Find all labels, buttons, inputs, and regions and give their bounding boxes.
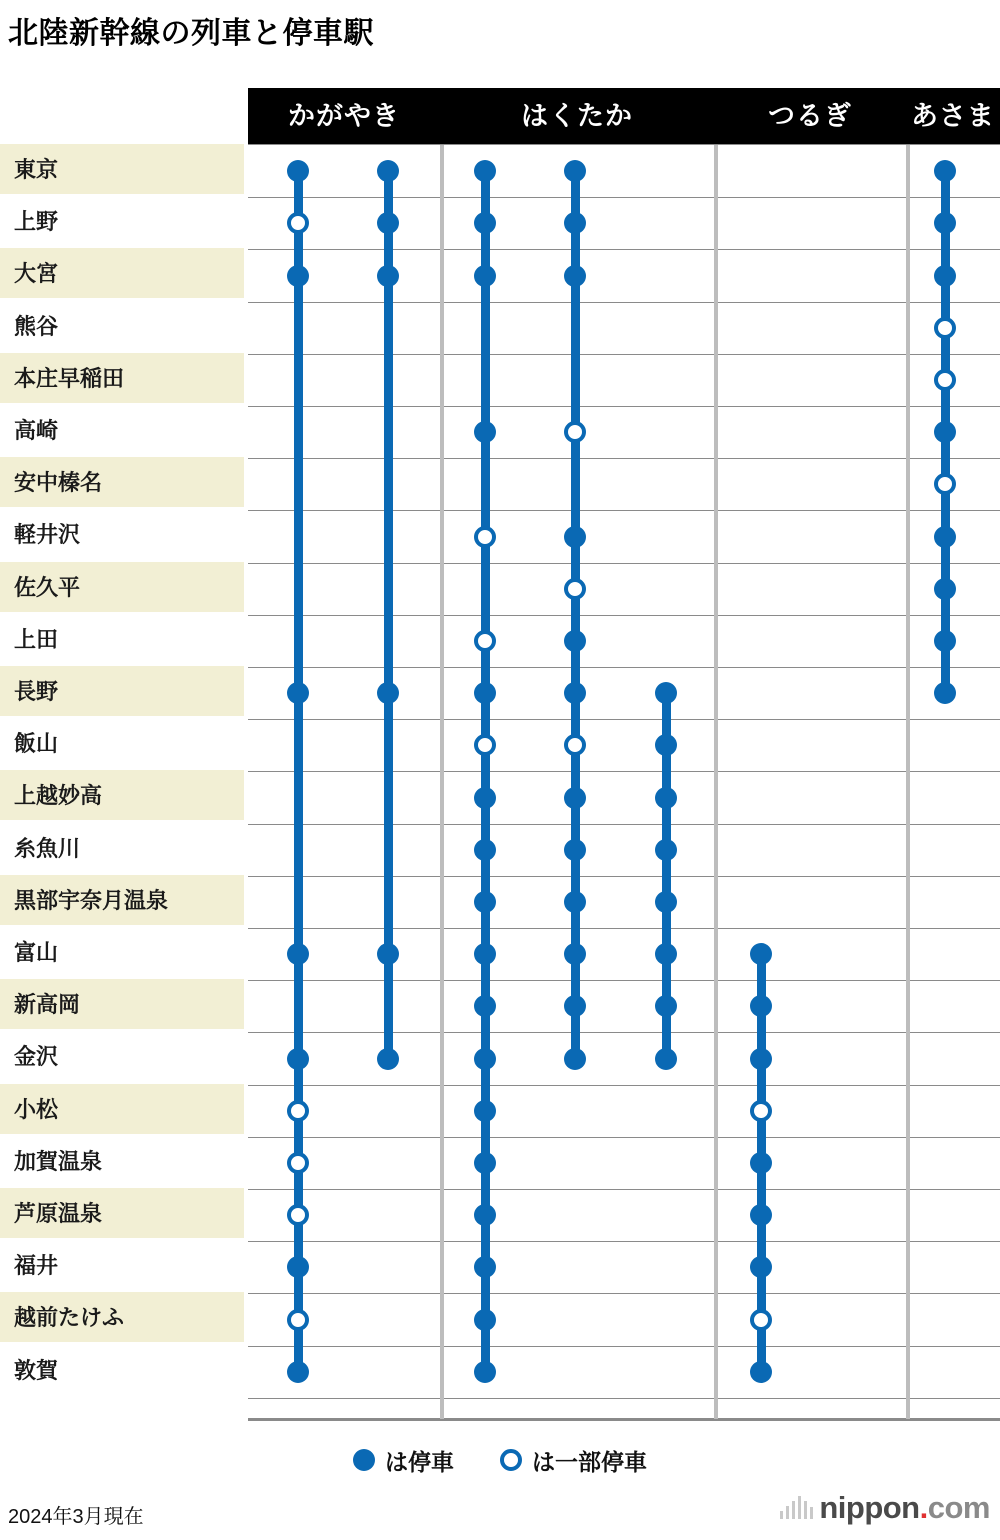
train-route-line: [294, 171, 303, 1372]
grid-row-line: [248, 458, 1000, 459]
station-label: 上田: [0, 614, 244, 666]
stop-marker-full: [564, 787, 586, 809]
grid-row-line: [248, 249, 1000, 250]
stop-marker-full: [655, 734, 677, 756]
stop-marker-partial: [564, 734, 586, 756]
stop-marker-partial: [474, 526, 496, 548]
station-label: 越前たけふ: [0, 1292, 244, 1344]
stop-marker-full: [474, 265, 496, 287]
station-label: 敦賀: [0, 1345, 244, 1397]
grid-row-line: [248, 1137, 1000, 1138]
stop-marker-partial: [750, 1309, 772, 1331]
brand-text: [819, 1492, 990, 1523]
stop-marker-full: [287, 682, 309, 704]
legend-item-partial: [500, 1444, 647, 1477]
grid-row-line: [248, 824, 1000, 825]
brand-dot: .: [919, 1490, 928, 1525]
stop-marker-partial: [934, 473, 956, 495]
station-label: 芦原温泉: [0, 1188, 244, 1240]
station-label: 軽井沢: [0, 509, 244, 561]
hollow-circle-icon: [500, 1449, 522, 1471]
stop-marker-full: [474, 1256, 496, 1278]
stop-marker-full: [564, 212, 586, 234]
stop-marker-full: [377, 682, 399, 704]
brand-bars-icon: [780, 1493, 813, 1519]
stop-marker-full: [474, 682, 496, 704]
legend: [0, 1438, 1000, 1482]
grid-row-line: [248, 771, 1000, 772]
station-label: 安中榛名: [0, 457, 244, 509]
stop-marker-full: [474, 943, 496, 965]
stop-marker-full: [564, 891, 586, 913]
grid-row-line: [248, 1241, 1000, 1242]
stop-marker-full: [287, 943, 309, 965]
stop-marker-partial: [287, 1309, 309, 1331]
stop-marker-full: [750, 1256, 772, 1278]
stop-marker-full: [474, 891, 496, 913]
station-label: 佐久平: [0, 562, 244, 614]
stop-marker-full: [655, 787, 677, 809]
stop-marker-full: [474, 421, 496, 443]
stop-marker-full: [287, 1048, 309, 1070]
stop-marker-full: [564, 995, 586, 1017]
train-stop-chart: [0, 88, 1000, 1418]
stop-marker-partial: [474, 734, 496, 756]
stop-marker-full: [474, 1048, 496, 1070]
stop-marker-full: [564, 1048, 586, 1070]
stop-marker-full: [564, 265, 586, 287]
stop-marker-full: [474, 995, 496, 1017]
grid-row-line: [248, 876, 1000, 877]
train-route-line: [481, 171, 490, 1372]
stop-marker-full: [750, 995, 772, 1017]
stop-marker-full: [377, 212, 399, 234]
grid-row-line: [248, 1189, 1000, 1190]
stop-marker-full: [564, 839, 586, 861]
station-label: 小松: [0, 1084, 244, 1136]
station-label: 加賀温泉: [0, 1136, 244, 1188]
stop-marker-full: [934, 526, 956, 548]
stop-marker-partial: [287, 1100, 309, 1122]
grid-row-line: [248, 510, 1000, 511]
stop-marker-full: [287, 1361, 309, 1383]
stop-marker-full: [377, 160, 399, 182]
stop-marker-partial: [750, 1100, 772, 1122]
stop-marker-partial: [564, 578, 586, 600]
stop-marker-full: [377, 943, 399, 965]
legend-label-stop: は停車: [385, 1448, 454, 1475]
legend-label-partial: は一部停車: [532, 1448, 647, 1475]
station-label: 大宮: [0, 248, 244, 300]
stop-marker-full: [655, 943, 677, 965]
stop-marker-full: [287, 1256, 309, 1278]
stop-marker-full: [655, 682, 677, 704]
stop-marker-partial: [474, 630, 496, 652]
station-label: 富山: [0, 927, 244, 979]
stop-marker-full: [934, 160, 956, 182]
grid-row-line: [248, 197, 1000, 198]
station-label: 福井: [0, 1240, 244, 1292]
train-route-line: [571, 171, 580, 1058]
stop-marker-full: [474, 212, 496, 234]
stop-marker-full: [655, 839, 677, 861]
station-label: 本庄早稲田: [0, 353, 244, 405]
station-label: 上越妙高: [0, 770, 244, 822]
group-header-kagayaki: かがやき: [288, 101, 400, 131]
stop-marker-full: [377, 1048, 399, 1070]
grid-row-line: [248, 1085, 1000, 1086]
stop-marker-full: [750, 1048, 772, 1070]
stop-marker-full: [474, 160, 496, 182]
grid-group-separator: [440, 145, 444, 1419]
station-label: 新高岡: [0, 979, 244, 1031]
station-label: 金沢: [0, 1031, 244, 1083]
stop-marker-full: [564, 160, 586, 182]
stop-marker-full: [750, 943, 772, 965]
stop-marker-full: [564, 630, 586, 652]
stop-marker-full: [655, 995, 677, 1017]
grid-row-line: [248, 1032, 1000, 1033]
grid-bottom-edge: [248, 1418, 1000, 1421]
stop-marker-full: [750, 1204, 772, 1226]
brand-name: nippon: [819, 1490, 920, 1525]
filled-circle-icon: [353, 1449, 375, 1471]
brand-suffix: com: [927, 1490, 990, 1525]
stop-marker-partial: [287, 1152, 309, 1174]
stop-marker-full: [564, 526, 586, 548]
stop-marker-partial: [564, 421, 586, 443]
stop-marker-full: [377, 265, 399, 287]
group-header-hakutaka: はくたか: [521, 101, 633, 131]
grid-row-line: [248, 928, 1000, 929]
footer-note: 2024年3月現在: [8, 1506, 144, 1528]
grid-row-line: [248, 354, 1000, 355]
grid-row-line: [248, 1398, 1000, 1399]
grid-row-line: [248, 980, 1000, 981]
brand-logo: [780, 1492, 990, 1523]
stop-marker-full: [934, 265, 956, 287]
stop-marker-full: [564, 682, 586, 704]
stop-marker-full: [934, 578, 956, 600]
grid-row-line: [248, 719, 1000, 720]
stop-marker-full: [655, 1048, 677, 1070]
station-label: 黒部宇奈月温泉: [0, 875, 244, 927]
stop-marker-partial: [934, 369, 956, 391]
grid-row-line: [248, 615, 1000, 616]
stop-marker-full: [287, 160, 309, 182]
legend-item-stop: [353, 1444, 454, 1477]
grid-row-line: [248, 1293, 1000, 1294]
station-label: 上野: [0, 196, 244, 248]
station-label: 飯山: [0, 718, 244, 770]
train-route-line: [384, 171, 393, 1058]
station-label: 東京: [0, 144, 244, 196]
grid-group-separator: [714, 145, 718, 1419]
stop-marker-full: [474, 1361, 496, 1383]
grid-row-line: [248, 1346, 1000, 1347]
stop-marker-partial: [287, 1204, 309, 1226]
stop-marker-full: [474, 839, 496, 861]
stop-marker-full: [934, 682, 956, 704]
stop-marker-full: [750, 1361, 772, 1383]
group-header-asama: あさま: [911, 101, 995, 131]
station-label: 熊谷: [0, 301, 244, 353]
grid-row-line: [248, 667, 1000, 668]
stop-marker-full: [474, 1152, 496, 1174]
station-label: 糸魚川: [0, 823, 244, 875]
stop-marker-full: [287, 265, 309, 287]
stop-marker-partial: [287, 212, 309, 234]
grid-row-line: [248, 406, 1000, 407]
stop-marker-partial: [934, 317, 956, 339]
stop-marker-full: [474, 787, 496, 809]
stop-grid: [248, 144, 1000, 1418]
grid-group-separator: [906, 145, 910, 1419]
stop-marker-full: [564, 943, 586, 965]
grid-row-line: [248, 563, 1000, 564]
station-label: 長野: [0, 666, 244, 718]
page-title: 北陸新幹線の列車と停車駅: [8, 17, 374, 50]
stop-marker-full: [474, 1309, 496, 1331]
stop-marker-full: [934, 212, 956, 234]
group-header-tsurugi: つるぎ: [768, 101, 852, 131]
stop-marker-full: [474, 1204, 496, 1226]
station-label: 高崎: [0, 405, 244, 457]
stop-marker-full: [934, 630, 956, 652]
stop-marker-full: [474, 1100, 496, 1122]
stop-marker-full: [934, 421, 956, 443]
stop-marker-full: [655, 891, 677, 913]
grid-row-line: [248, 302, 1000, 303]
stop-marker-full: [750, 1152, 772, 1174]
